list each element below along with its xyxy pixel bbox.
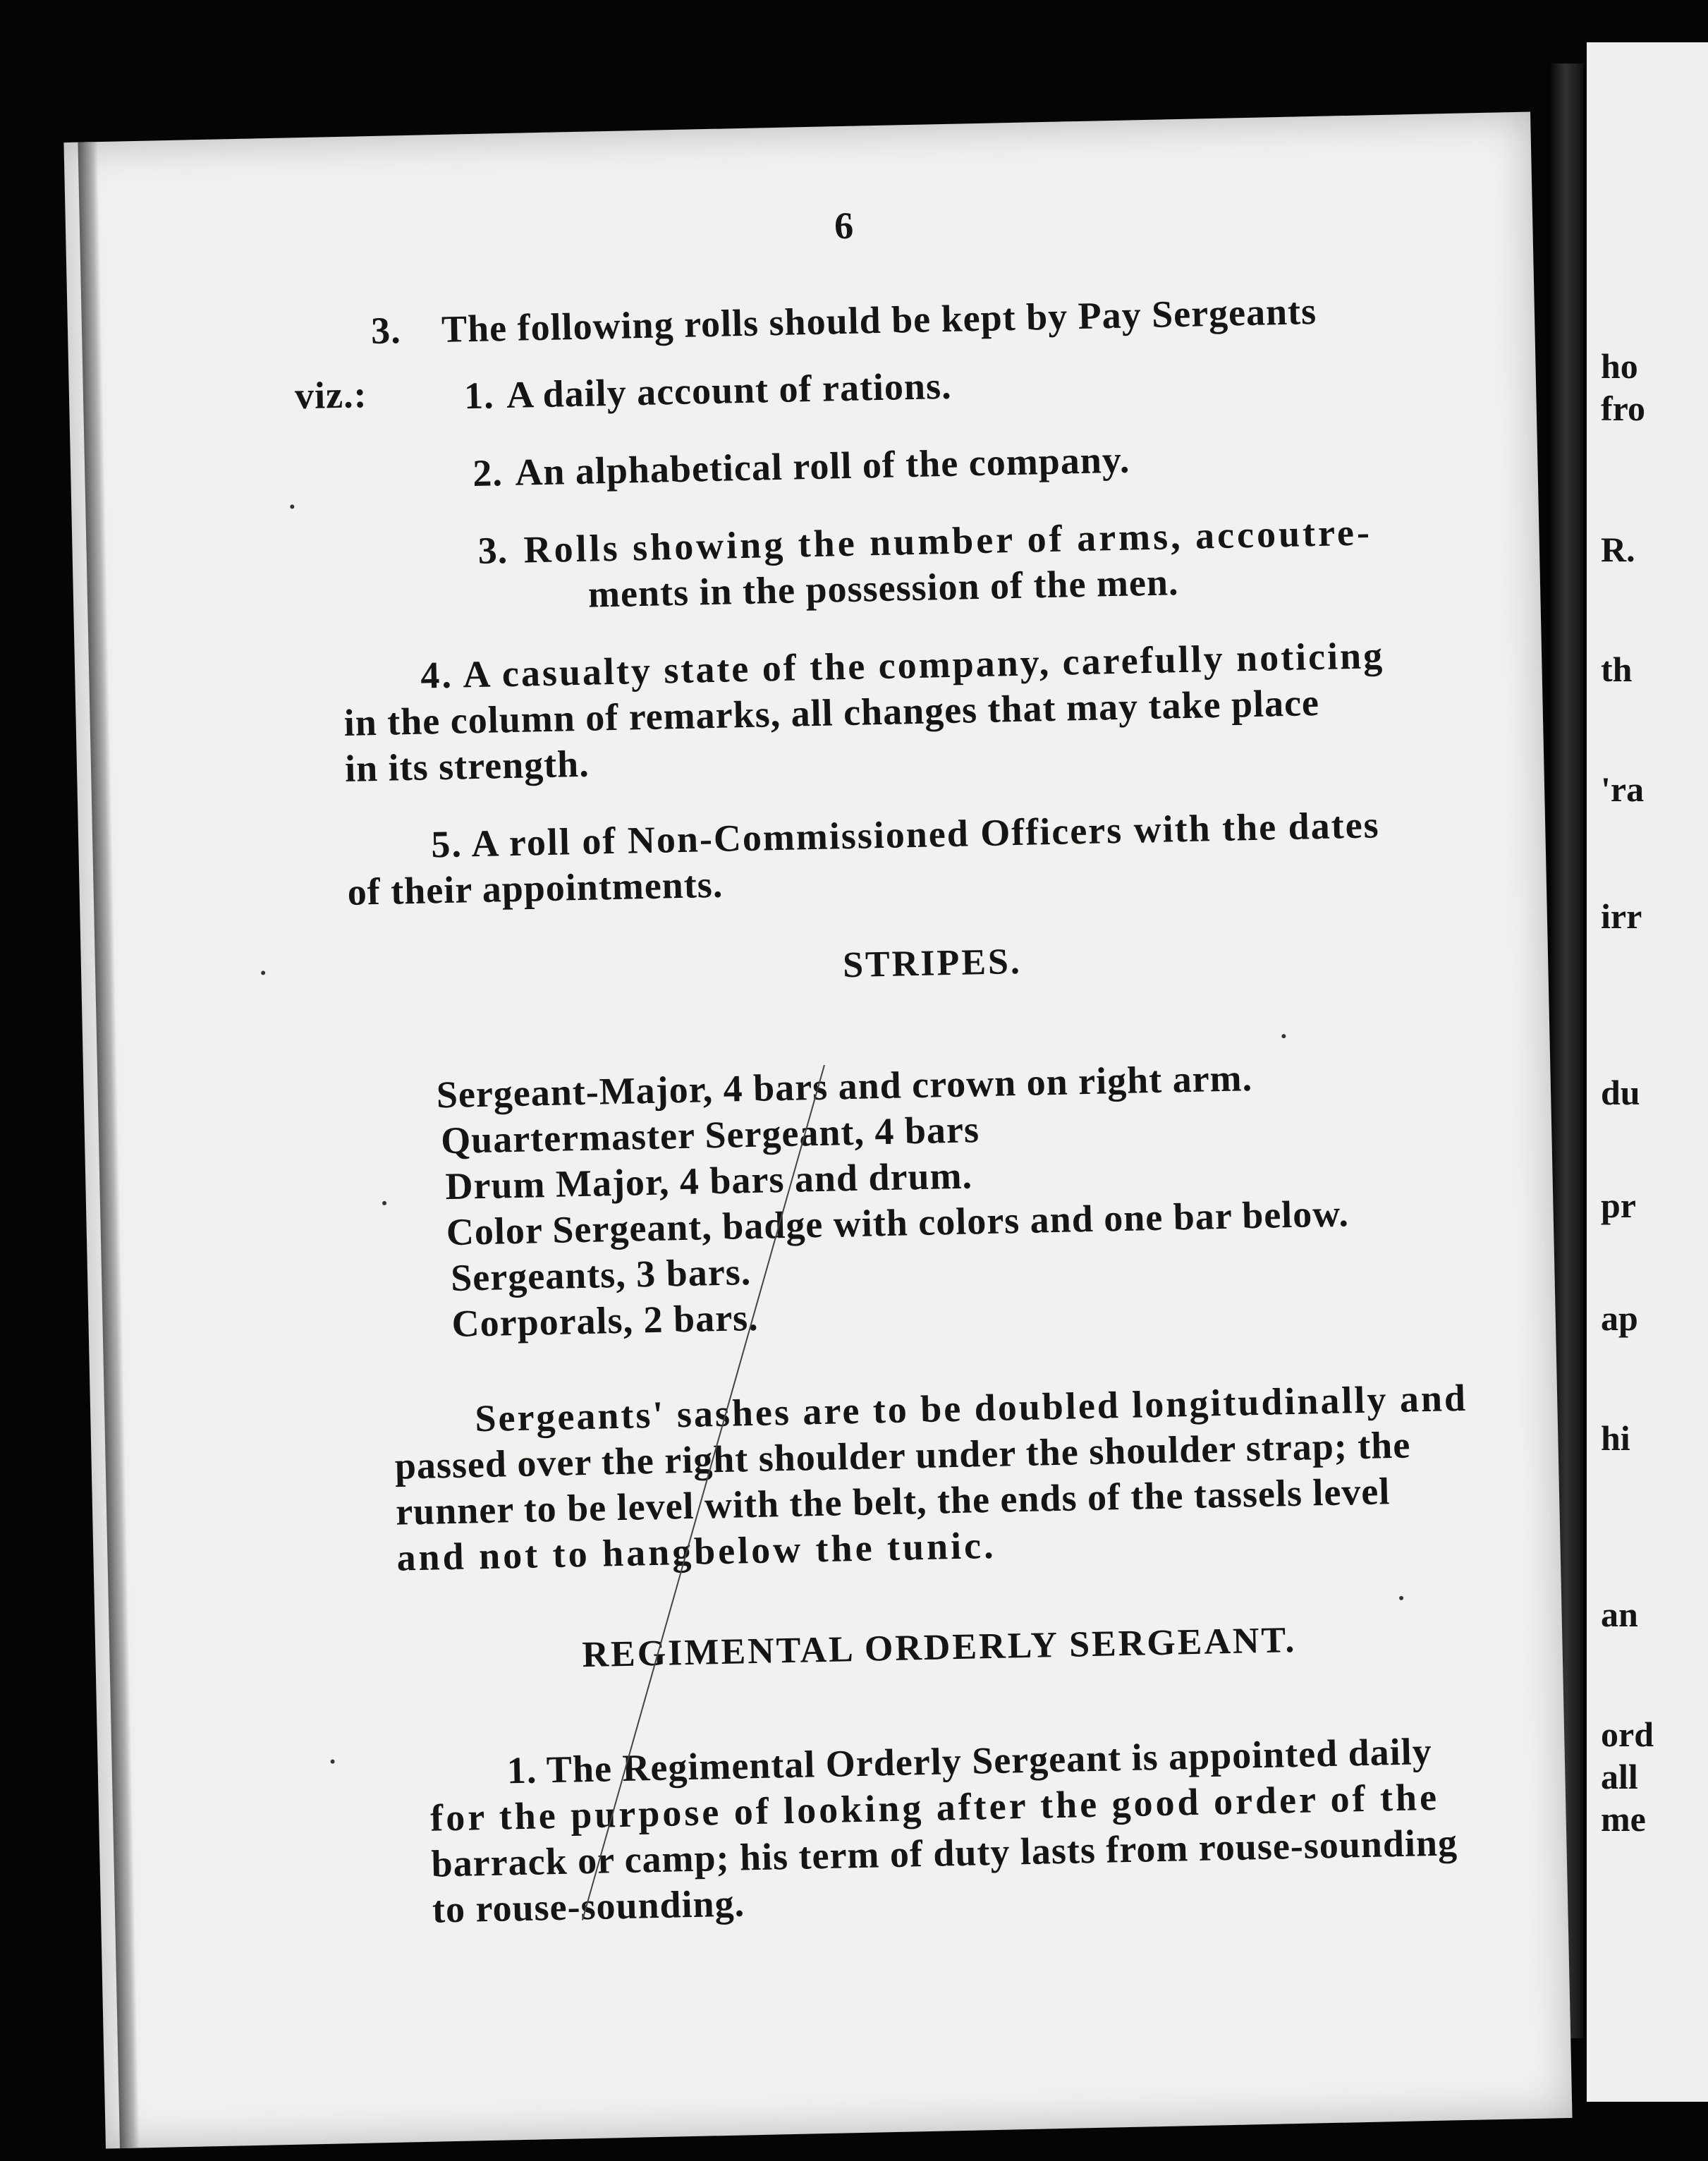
fragment-r: R. (1601, 530, 1635, 569)
stripe-line-color-sergeant: Color Sergeant, badge with colors and one bar below. (446, 1192, 1350, 1254)
viz-label: viz.: (294, 373, 368, 418)
sashes-line3: runner to be level with the belt, the ends of the tassels level (395, 1470, 1391, 1533)
fragment-ra: 'ra (1601, 769, 1645, 809)
para4-line3: in its strength. (344, 742, 590, 790)
sashes-line4: and not to hangbelow the tunic. (396, 1523, 997, 1579)
fragment-all: all (1601, 1757, 1638, 1796)
fragment-ap: ap (1601, 1298, 1638, 1338)
stripe-line-quartermaster: Quartermaster Sergeant, 4 bars (440, 1108, 980, 1162)
intro-number: 3. (370, 309, 402, 353)
orderly-para-line3: barrack or camp; his term of duty lasts from rouse-sounding (431, 1821, 1458, 1885)
list-item-3-number: 3. (477, 529, 508, 572)
fragment-irr: irr (1601, 896, 1642, 936)
intro-text: The following rolls should be kept by Pay Sergeants (441, 289, 1317, 351)
fragment-th: th (1601, 650, 1633, 689)
list-item-3-line1: Rolls showing the number of arms, accoutre- (523, 511, 1373, 571)
facing-page-edge (1587, 42, 1708, 2102)
fragment-ord: ord (1601, 1715, 1654, 1754)
fragment-du: du (1601, 1073, 1640, 1112)
stripe-line-corporals: Corporals, 2 bars. (451, 1296, 760, 1345)
orderly-para-line1: 1. The Regimental Orderly Sergeant is appointed daily (506, 1729, 1433, 1792)
sashes-line2: passed over the right shoulder under the shoulder strap; the (394, 1423, 1411, 1487)
ink-speck (331, 1760, 335, 1764)
list-item-2-number: 2. (472, 451, 504, 495)
ink-speck (1281, 1034, 1286, 1038)
para4-line1: 4. A casualty state of the company, carefully noticing (420, 634, 1385, 697)
list-item-2-text: An alphabetical roll of the company. (514, 438, 1130, 494)
book-page (63, 112, 1572, 2149)
para4-line2: in the column of remarks, all changes that may take place (343, 681, 1320, 744)
fragment-ho: ho (1601, 346, 1638, 386)
list-item-1-number: 1. (463, 374, 495, 418)
stripe-line-sergeant-major: Sergeant-Major, 4 bars and crown on right arm. (436, 1057, 1253, 1116)
stripes-heading: STRIPES. (842, 941, 1023, 986)
ink-speck (290, 504, 294, 509)
stripe-line-sergeants: Sergeants, 3 bars. (450, 1250, 752, 1299)
sashes-line1: Sergeants' sashes are to be doubled longitudinally and (474, 1376, 1468, 1440)
para5-line1: 5. A roll of Non-Commissioned Officers with the dates (430, 803, 1381, 866)
orderly-heading: REGIMENTAL ORDERLY SERGEANT. (581, 1619, 1297, 1676)
orderly-para-line2: for the purpose of looking after the good order of the (429, 1775, 1440, 1839)
page-content (63, 112, 1572, 2149)
ink-speck (382, 1201, 386, 1205)
ink-speck (261, 970, 265, 975)
fragment-me: me (1601, 1799, 1646, 1839)
list-item-3-line2: ments in the possession of the men. (587, 561, 1180, 616)
fragment-pr: pr (1601, 1186, 1636, 1225)
fragment-an: an (1601, 1595, 1638, 1634)
stripe-line-drum-major: Drum Major, 4 bars and drum. (444, 1154, 973, 1208)
page-number: 6 (834, 204, 855, 248)
orderly-para-line4: to rouse-sounding. (432, 1882, 745, 1931)
ink-speck (1399, 1596, 1403, 1600)
list-item-1-text: A daily account of rations. (506, 364, 953, 417)
fragment-hi: hi (1601, 1418, 1630, 1458)
fragment-fro: fro (1601, 389, 1645, 428)
para5-line2: of their appointments. (347, 863, 724, 913)
